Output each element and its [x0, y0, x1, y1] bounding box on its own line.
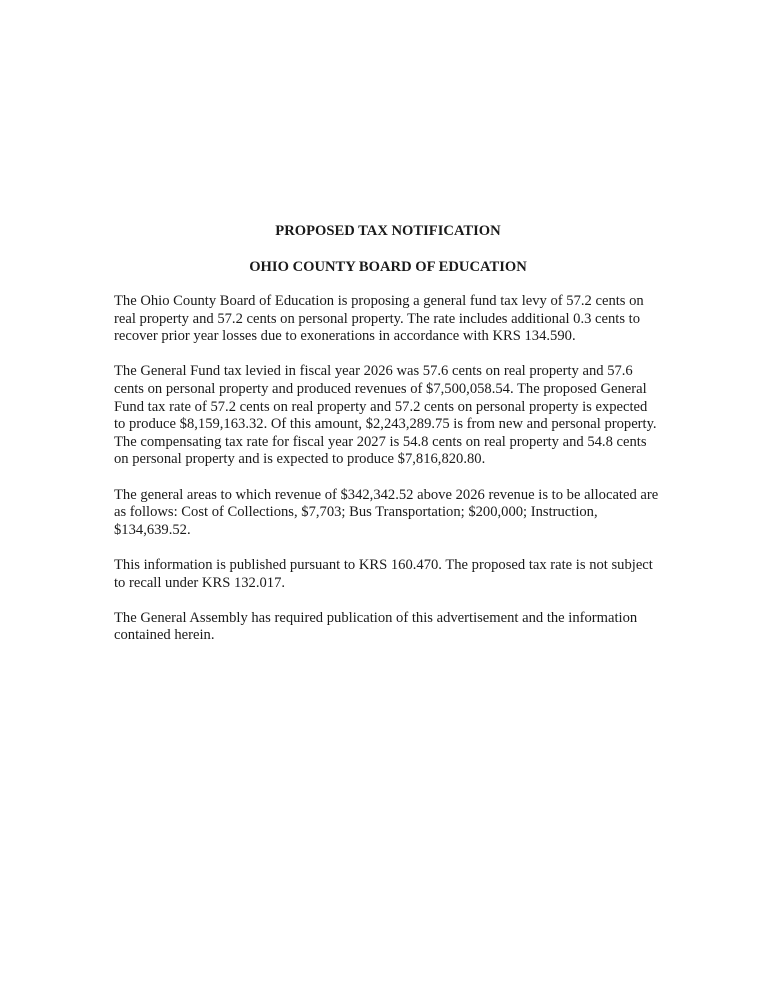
notice-body	[114, 222, 662, 662]
paragraph-statute: This information is published pursuant to KRS 160.470. The proposed tax rate is not subject to recall under KRS 132.017.	[114, 556, 653, 591]
notice-title: PROPOSED TAX NOTIFICATION	[275, 223, 501, 239]
paragraph-publication-requirement: The General Assembly has required publication of this advertisement and the information contained herein.	[114, 609, 638, 644]
paragraph-levy-proposal: The Ohio County Board of Education is proposing a general fund tax levy of 57.2 cents on real property and 57.2 cents on personal property. The rate includes additional 0.3 cents to recover prior year losses due to exonerations in accordance with KRS 134.590.	[114, 293, 644, 345]
paragraph-allocation: The general areas to which revenue of $342,342.52 above 2026 revenue is to be allocated are as follows: Cost of Collections, $7,703; Bus Transportation; $200,000; Instruction, $134,639.52.	[114, 486, 659, 538]
paragraph-revenue-details: The General Fund tax levied in fiscal year 2026 was 57.6 cents on real property and 57.6 cents on personal property and produced revenues of $7,500,058.54. The proposed General Fund tax rate of 57.2 cents on real property and 57.2 cents on personal property is expected to produce $8,159,163.32. Of this amount, $2,243,289.75 is from new and personal property. The compensating tax rate for fiscal year 2027 is 54.8 cents on real property and 54.8 cents on personal property and is expected to produce $7,816,820.80.	[114, 363, 657, 468]
notice-subtitle: OHIO COUNTY BOARD OF EDUCATION	[249, 259, 527, 275]
